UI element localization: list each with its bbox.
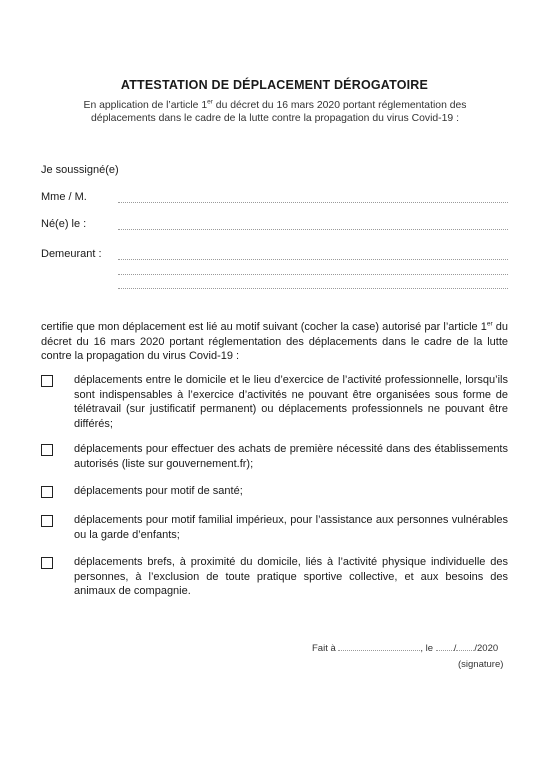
subtitle-superscript: er	[207, 98, 213, 106]
birth-date-field[interactable]	[118, 229, 508, 230]
signature-label: (signature)	[458, 659, 504, 670]
day-field[interactable]	[436, 642, 454, 651]
subtitle-text-end: du décret du 16 mars 2020 portant réglementation des déplacements dans le cadre de la lutte contre la propagation du virus Covid-19 :	[91, 100, 467, 124]
le-label: , le	[420, 643, 434, 654]
address-field-line-1[interactable]	[118, 259, 508, 260]
checkbox-health[interactable]	[41, 486, 53, 498]
subtitle-text-start: En application de l’article 1	[83, 100, 208, 111]
option-exercise: déplacements brefs, à proximité du domicile, liés à l’activité physique individuelle des personnes, à l’exclusion de toute pratique sportive collective, et aux besoins des animaux de compagnie.	[74, 556, 508, 597]
document-title: ATTESTATION DE DÉPLACEMENT DÉROGATOIRE	[120, 78, 429, 92]
document-subtitle	[55, 99, 495, 125]
date-separator: /	[453, 643, 457, 654]
place-field[interactable]	[338, 642, 420, 651]
certification-superscript: er	[486, 320, 493, 328]
option-family: déplacements pour motif familial impérieux, pour l’assistance aux personnes vulnérables ou la garde d’enfants;	[74, 514, 508, 541]
fait-label: Fait à	[312, 643, 336, 654]
address-field-line-3[interactable]	[118, 288, 508, 289]
address-label: Demeurant :	[41, 248, 102, 260]
certification-text-start: certifie que mon déplacement est lié au motif suivant (cocher la case) autorisé par l’article 1	[41, 321, 487, 333]
certification-paragraph	[41, 320, 508, 364]
address-field-line-2[interactable]	[118, 274, 508, 275]
name-label: Mme / M.	[41, 191, 87, 203]
option-professional: déplacements entre le domicile et le lieu d’exercice de l’activité professionnelle, lorsqu’ils sont indispensables à l’exercice d’activités ne pouvant être organisées sous forme de télétravail (sur justificatif permanent) ou déplacements professionnels ne pouvant être différés;	[74, 374, 508, 430]
year-label: /2020	[474, 643, 499, 654]
checkbox-family[interactable]	[41, 515, 53, 527]
birth-date-label: Né(e) le :	[41, 218, 87, 230]
month-field[interactable]	[456, 642, 474, 651]
name-field[interactable]	[118, 202, 508, 203]
date-place-line	[312, 642, 512, 654]
checkbox-professional[interactable]	[41, 375, 53, 387]
option-health: déplacements pour motif de santé;	[74, 485, 243, 497]
option-shopping: déplacements pour effectuer des achats de première nécessité dans des établissements autorisés (liste sur gouvernement.fr);	[74, 443, 508, 470]
intro-label: Je soussigné(e)	[41, 164, 119, 176]
certification-text-end: du décret du 16 mars 2020 portant réglementation des déplacements dans le cadre de la lutte contre la propagation du virus Covid-19 :	[41, 321, 508, 362]
checkbox-exercise[interactable]	[41, 557, 53, 569]
checkbox-shopping[interactable]	[41, 444, 53, 456]
